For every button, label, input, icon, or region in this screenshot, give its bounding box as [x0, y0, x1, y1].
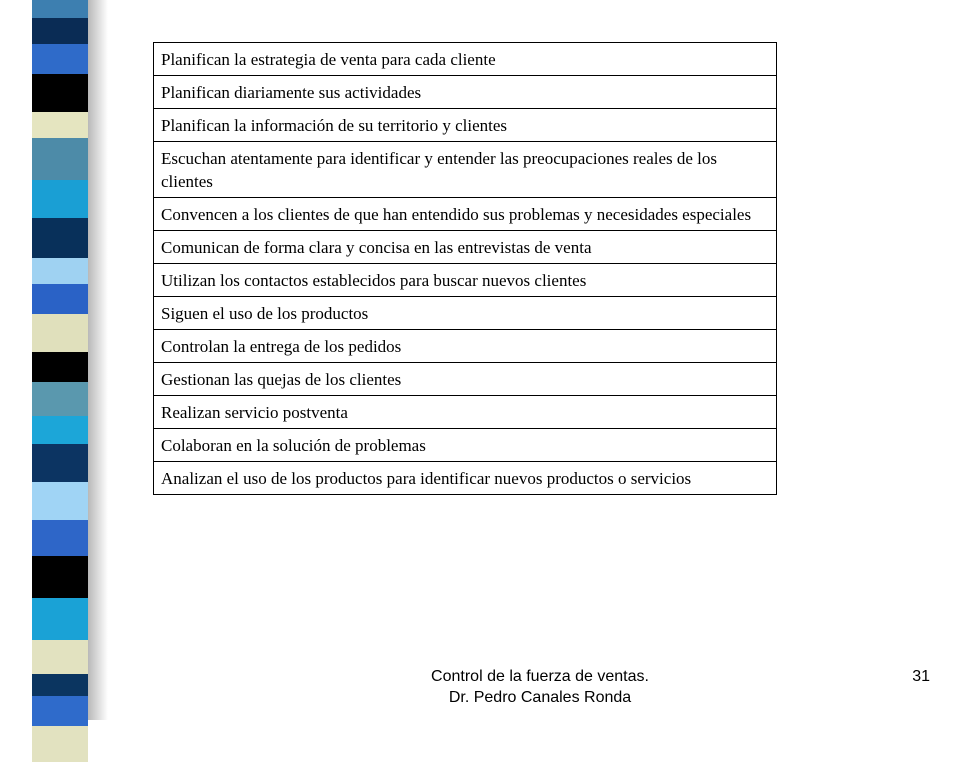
- table-row: [154, 363, 777, 396]
- stripe-segment: [32, 382, 88, 416]
- stripe-segment: [32, 640, 88, 674]
- footer-line-1: Control de la fuerza de ventas.: [431, 668, 649, 685]
- decorative-stripe-bar: [32, 0, 88, 720]
- table-cell: Convencen a los clientes de que han entendido sus problemas y necesidades especiales: [154, 198, 777, 231]
- table-row: [154, 429, 777, 462]
- stripe-segment: [32, 482, 88, 520]
- table-cell: Colaboran en la solución de problemas: [154, 429, 777, 462]
- stripe-segment: [32, 138, 88, 180]
- stripe-segment: [32, 18, 88, 44]
- footer-text: [340, 666, 740, 708]
- table-row: [154, 330, 777, 363]
- table-cell: Planifican diariamente sus actividades: [154, 76, 777, 109]
- stripe-segment: [32, 180, 88, 218]
- table-row: [154, 231, 777, 264]
- table-row: [154, 462, 777, 495]
- table-row: [154, 76, 777, 109]
- sales-activities-table: [153, 42, 777, 495]
- stripe-segment: [32, 352, 88, 382]
- stripe-segment: [32, 674, 88, 696]
- stripe-segment: [32, 74, 88, 112]
- table-row: [154, 142, 777, 198]
- table-cell: Planifican la información de su territorio y clientes: [154, 109, 777, 142]
- table-cell: Utilizan los contactos establecidos para buscar nuevos clientes: [154, 264, 777, 297]
- stripe-segment: [32, 444, 88, 482]
- table-cell: Gestionan las quejas de los clientes: [154, 363, 777, 396]
- stripe-segment: [32, 284, 88, 314]
- table-cell: Controlan la entrega de los pedidos: [154, 330, 777, 363]
- stripe-segment: [32, 0, 88, 18]
- table-row: [154, 396, 777, 429]
- table-row: [154, 297, 777, 330]
- table-cell: Comunican de forma clara y concisa en las entrevistas de venta: [154, 231, 777, 264]
- stripe-segment: [32, 416, 88, 444]
- stripe-segment: [32, 218, 88, 258]
- stripe-segment: [32, 44, 88, 74]
- stripe-shadow: [88, 0, 108, 720]
- stripe-segment: [32, 314, 88, 352]
- page-number: 31: [912, 668, 930, 685]
- stripe-segment: [32, 258, 88, 284]
- stripe-segment: [32, 112, 88, 138]
- footer-line-2: Dr. Pedro Canales Ronda: [448, 689, 632, 706]
- stripe-segment: [32, 556, 88, 598]
- table-cell: Siguen el uso de los productos: [154, 297, 777, 330]
- stripe-segment: [32, 726, 88, 762]
- table-cell: Escuchan atentamente para identificar y entender las preocupaciones reales de los clientes: [154, 142, 777, 198]
- table-cell: Planifican la estrategia de venta para cada cliente: [154, 43, 777, 76]
- table-row: [154, 198, 777, 231]
- table-row: [154, 109, 777, 142]
- stripe-segment: [32, 520, 88, 556]
- table-cell: Analizan el uso de los productos para identificar nuevos productos o servicios: [154, 462, 777, 495]
- stripe-segment: [32, 598, 88, 640]
- stripe-segment: [32, 696, 88, 726]
- table-row: [154, 43, 777, 76]
- table-row: [154, 264, 777, 297]
- table-cell: Realizan servicio postventa: [154, 396, 777, 429]
